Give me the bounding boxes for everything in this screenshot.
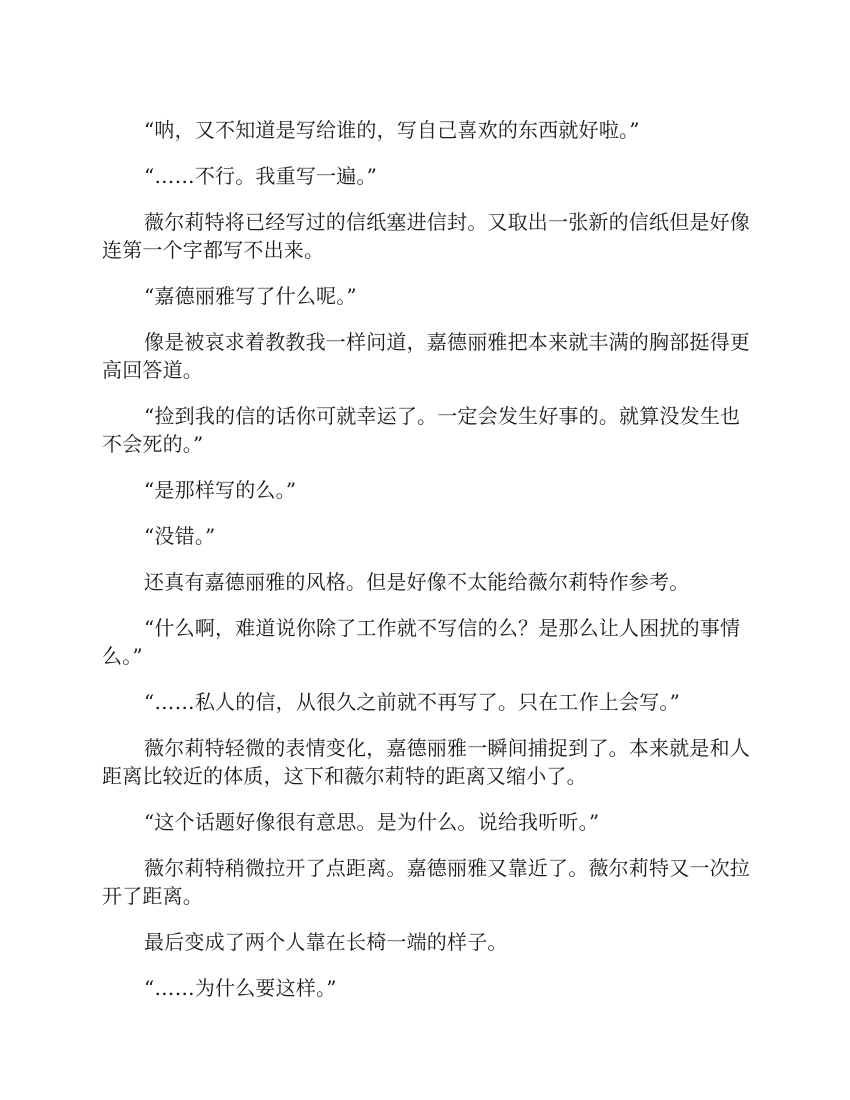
paragraph: 薇尔莉特将已经写过的信纸塞进信封。又取出一张新的信纸但是好像连第一个字都写不出来。 [102, 210, 750, 262]
paragraph: “……为什么要这样。” [144, 976, 337, 1000]
paragraph: 薇尔莉特轻微的表情变化，嘉德丽雅一瞬间捕捉到了。本来就是和人距离比较近的体质，这下和薇尔莉特的距离又缩小了。 [102, 736, 750, 788]
paragraph: “捡到我的信的话你可就幸运了。一定会发生好事的。就算没发生也不会死的。” [102, 404, 741, 456]
paragraph: “……不行。我重写一遍。” [144, 164, 378, 188]
paragraph: “呐，又不知道是写给谁的，写自己喜欢的东西就好啦。” [144, 118, 640, 142]
paragraph: “这个话题好像很有意思。是为什么。说给我听听。” [144, 810, 600, 834]
paragraph: “什么啊，难道说你除了工作就不写信的么？是那么让人困扰的事情么。” [102, 616, 741, 668]
paragraph: “没错。” [144, 524, 216, 548]
paragraph: “是那样写的么。” [144, 478, 297, 502]
paragraph: “……私人的信，从很久之前就不再写了。只在工作上会写。” [144, 690, 681, 714]
document-page [102, 116, 750, 1020]
paragraph: 像是被哀求着教教我一样问道，嘉德丽雅把本来就丰满的胸部挺得更高回答道。 [102, 330, 750, 382]
paragraph: 最后变成了两个人靠在长椅一端的样子。 [144, 930, 508, 954]
paragraph: 还真有嘉德丽雅的风格。但是好像不太能给薇尔莉特作参考。 [144, 570, 690, 594]
paragraph: 薇尔莉特稍微拉开了点距离。嘉德丽雅又靠近了。薇尔莉特又一次拉开了距离。 [102, 856, 750, 908]
paragraph: “嘉德丽雅写了什么呢。” [144, 284, 357, 308]
